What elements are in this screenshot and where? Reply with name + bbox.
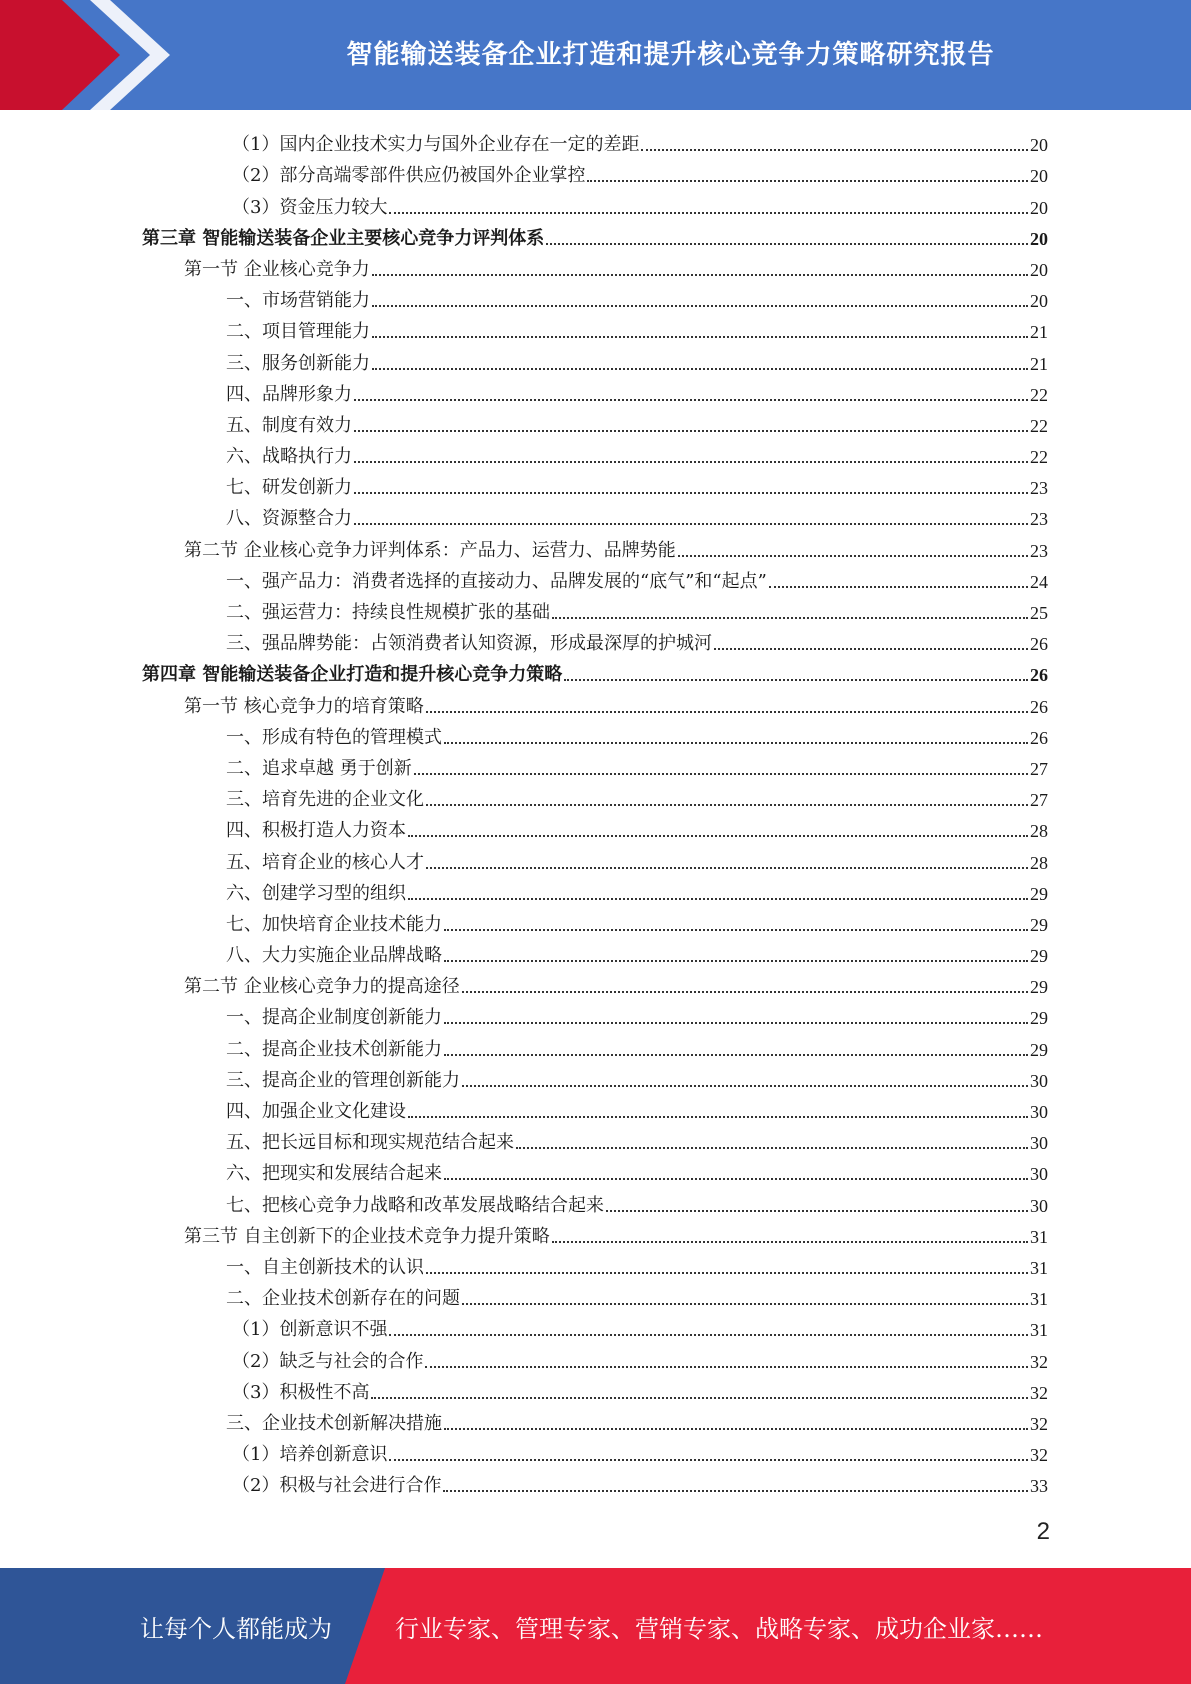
toc-dot-leader bbox=[587, 180, 1028, 182]
toc-entry-page: 26 bbox=[1030, 696, 1048, 717]
toc-entry-label: 一、自主创新技术的认识 bbox=[226, 1256, 424, 1278]
toc-entry[interactable] bbox=[142, 564, 1048, 595]
toc-entry-label: （3）积极性不高 bbox=[232, 1381, 370, 1403]
toc-entry-label: （1）创新意识不强 bbox=[232, 1319, 388, 1341]
toc-entry-page: 20 bbox=[1030, 259, 1048, 280]
toc-dot-leader bbox=[425, 1366, 1028, 1368]
toc-entry-page: 28 bbox=[1030, 852, 1048, 873]
toc-entry-label: 第一节 企业核心竞争力 bbox=[184, 258, 370, 280]
toc-dot-leader bbox=[714, 648, 1028, 650]
toc-entry[interactable] bbox=[142, 907, 1048, 938]
toc-entry-label: 一、强产品力：消费者选择的直接动力、品牌发展的“底气”和“起点” bbox=[226, 570, 767, 592]
toc-entry-label: 第二节 企业核心竞争力的提高途径 bbox=[184, 976, 460, 998]
toc-entry[interactable] bbox=[142, 1000, 1048, 1031]
toc-entry-label: 四、加强企业文化建设 bbox=[226, 1101, 406, 1122]
toc-entry-page: 28 bbox=[1030, 821, 1048, 842]
toc-entry-page: 33 bbox=[1030, 1476, 1048, 1497]
toc-entry-label: 二、提高企业技术创新能力 bbox=[226, 1038, 442, 1060]
toc-dot-leader bbox=[389, 1334, 1028, 1336]
toc-entry-label: 五、把长远目标和现实规范结合起来 bbox=[226, 1132, 514, 1154]
table-of-contents bbox=[142, 127, 1048, 1499]
toc-dot-leader bbox=[552, 617, 1028, 619]
toc-entry-page: 29 bbox=[1030, 946, 1048, 967]
toc-entry[interactable] bbox=[142, 1125, 1048, 1156]
toc-dot-leader bbox=[444, 1054, 1028, 1056]
toc-dot-leader bbox=[546, 243, 1028, 245]
toc-entry-page: 32 bbox=[1030, 1382, 1048, 1403]
toc-entry-page: 30 bbox=[1030, 1133, 1048, 1154]
toc-entry-page: 20 bbox=[1030, 291, 1048, 312]
toc-dot-leader bbox=[372, 305, 1028, 307]
toc-entry-page: 29 bbox=[1030, 977, 1048, 998]
toc-entry-page: 29 bbox=[1030, 914, 1048, 935]
toc-entry-label: （3）资金压力较大 bbox=[232, 196, 388, 218]
toc-entry-label: 二、强运营力：持续良性规模扩张的基础 bbox=[226, 602, 550, 623]
toc-entry-label: 八、资源整合力 bbox=[226, 508, 352, 530]
toc-entry-label: 四、积极打造人力资本 bbox=[226, 820, 406, 842]
toc-entry[interactable] bbox=[142, 1468, 1048, 1499]
toc-entry-page: 26 bbox=[1030, 665, 1048, 686]
toc-entry-page: 27 bbox=[1030, 790, 1048, 811]
toc-entry-label: 七、把核心竞争力战略和改革发展战略结合起来 bbox=[226, 1194, 604, 1216]
toc-dot-leader bbox=[408, 898, 1028, 900]
footer-slogan-right: 行业专家、管理专家、营销专家、战略专家、成功企业家…… bbox=[395, 1614, 1043, 1643]
toc-entry[interactable] bbox=[142, 501, 1048, 532]
toc-section-entry[interactable] bbox=[142, 532, 1048, 563]
toc-entry-page: 30 bbox=[1030, 1164, 1048, 1185]
toc-entry-page: 20 bbox=[1030, 197, 1048, 218]
toc-entry-page: 21 bbox=[1030, 353, 1048, 374]
toc-dot-leader bbox=[444, 960, 1028, 962]
toc-entry-label: 三、培育先进的企业文化 bbox=[226, 789, 424, 811]
toc-entry-label: 八、大力实施企业品牌战略 bbox=[226, 945, 442, 967]
toc-entry-page: 31 bbox=[1030, 1257, 1048, 1278]
toc-entry[interactable] bbox=[142, 189, 1048, 220]
toc-entry-page: 24 bbox=[1030, 571, 1048, 592]
toc-entry-page: 31 bbox=[1030, 1289, 1048, 1310]
toc-entry-label: （2）积极与社会进行合作 bbox=[232, 1475, 442, 1497]
toc-dot-leader bbox=[426, 804, 1028, 806]
toc-dot-leader bbox=[564, 679, 1028, 681]
toc-entry-page: 20 bbox=[1030, 228, 1048, 249]
toc-dot-leader bbox=[426, 867, 1028, 869]
toc-dot-leader bbox=[678, 555, 1028, 557]
toc-entry[interactable] bbox=[142, 1187, 1048, 1218]
footer-slogan-left: 让每个人都能成为 bbox=[140, 1614, 332, 1643]
toc-entry-page: 29 bbox=[1030, 883, 1048, 904]
toc-entry[interactable] bbox=[142, 345, 1048, 376]
toc-entry-page: 22 bbox=[1030, 384, 1048, 405]
toc-entry[interactable] bbox=[142, 1406, 1048, 1437]
toc-entry-label: 第一节 核心竞争力的培育策略 bbox=[184, 695, 424, 717]
toc-entry[interactable] bbox=[142, 626, 1048, 657]
toc-entry-label: 第三节 自主创新下的企业技术竞争力提升策略 bbox=[184, 1225, 550, 1247]
toc-entry[interactable] bbox=[142, 408, 1048, 439]
toc-entry[interactable] bbox=[142, 1437, 1048, 1468]
toc-dot-leader bbox=[372, 274, 1028, 276]
toc-entry-page: 31 bbox=[1030, 1320, 1048, 1341]
toc-entry-label: 六、战略执行力 bbox=[226, 446, 352, 468]
toc-entry-label: （1）培养创新意识 bbox=[232, 1444, 388, 1466]
toc-section-entry[interactable] bbox=[142, 252, 1048, 283]
toc-section-entry[interactable] bbox=[142, 969, 1048, 1000]
toc-entry[interactable] bbox=[142, 751, 1048, 782]
toc-entry-label: 一、提高企业制度创新能力 bbox=[226, 1007, 442, 1029]
toc-entry[interactable] bbox=[142, 439, 1048, 470]
toc-dot-leader bbox=[414, 773, 1028, 775]
toc-dot-leader bbox=[444, 1022, 1028, 1024]
toc-dot-leader bbox=[769, 586, 1028, 588]
toc-entry-label: 六、把现实和发展结合起来 bbox=[226, 1163, 442, 1185]
toc-dot-leader bbox=[444, 929, 1028, 931]
toc-dot-leader bbox=[372, 368, 1028, 370]
toc-entry-label: （2）缺乏与社会的合作 bbox=[232, 1350, 424, 1372]
toc-entry[interactable] bbox=[142, 1063, 1048, 1094]
toc-entry[interactable] bbox=[142, 158, 1048, 189]
page-number: 2 bbox=[1036, 1518, 1050, 1545]
toc-dot-leader bbox=[426, 711, 1028, 713]
toc-dot-leader bbox=[641, 149, 1028, 151]
toc-dot-leader bbox=[354, 399, 1028, 401]
toc-entry-page: 31 bbox=[1030, 1226, 1048, 1247]
toc-dot-leader bbox=[408, 1116, 1028, 1118]
toc-dot-leader bbox=[462, 1085, 1028, 1087]
toc-dot-leader bbox=[516, 1147, 1028, 1149]
document-title: 智能输送装备企业打造和提升核心竞争力策略研究报告 bbox=[346, 39, 995, 70]
toc-entry-page: 20 bbox=[1030, 135, 1048, 156]
toc-entry[interactable] bbox=[142, 844, 1048, 875]
toc-entry-page: 23 bbox=[1030, 509, 1048, 530]
header-bar bbox=[0, 0, 1191, 110]
toc-entry[interactable] bbox=[142, 1281, 1048, 1312]
toc-entry-label: （2）部分高端零部件供应仍被国外企业掌控 bbox=[232, 165, 586, 187]
toc-entry[interactable] bbox=[142, 127, 1048, 158]
toc-entry-page: 29 bbox=[1030, 1008, 1048, 1029]
toc-dot-leader bbox=[444, 742, 1028, 744]
toc-section-entry[interactable] bbox=[142, 1219, 1048, 1250]
toc-dot-leader bbox=[606, 1210, 1028, 1212]
toc-dot-leader bbox=[462, 991, 1028, 993]
toc-entry-page: 30 bbox=[1030, 1070, 1048, 1091]
toc-dot-leader bbox=[444, 1428, 1028, 1430]
toc-entry-page: 32 bbox=[1030, 1351, 1048, 1372]
toc-entry[interactable] bbox=[142, 813, 1048, 844]
toc-dot-leader bbox=[371, 1397, 1028, 1399]
toc-dot-leader bbox=[426, 1272, 1028, 1274]
toc-entry-page: 29 bbox=[1030, 1039, 1048, 1060]
toc-entry[interactable] bbox=[142, 1156, 1048, 1187]
toc-entry-page: 25 bbox=[1030, 603, 1048, 623]
toc-dot-leader bbox=[354, 492, 1028, 494]
toc-entry-page: 26 bbox=[1030, 634, 1048, 655]
toc-entry-label: 四、品牌形象力 bbox=[226, 383, 352, 405]
toc-entry[interactable] bbox=[142, 782, 1048, 813]
toc-entry-page: 22 bbox=[1030, 447, 1048, 468]
toc-entry-page: 32 bbox=[1030, 1445, 1048, 1466]
toc-entry-label: 第三章 智能输送装备企业主要核心竞争力评判体系 bbox=[142, 227, 545, 249]
toc-entry[interactable] bbox=[142, 283, 1048, 314]
toc-entry-label: 三、企业技术创新解决措施 bbox=[226, 1412, 442, 1434]
toc-entry-label: 三、提高企业的管理创新能力 bbox=[226, 1069, 460, 1091]
toc-entry-label: 五、制度有效力 bbox=[226, 414, 352, 436]
toc-entry[interactable] bbox=[142, 1375, 1048, 1406]
footer-bar bbox=[0, 1568, 1191, 1684]
toc-entry-page: 21 bbox=[1030, 322, 1048, 343]
toc-entry-page: 27 bbox=[1030, 758, 1048, 779]
toc-entry-label: 七、研发创新力 bbox=[226, 477, 352, 499]
toc-dot-leader bbox=[389, 1459, 1028, 1461]
toc-entry-label: 六、创建学习型的组织 bbox=[226, 882, 406, 904]
toc-entry[interactable] bbox=[142, 938, 1048, 969]
toc-entry-page: 30 bbox=[1030, 1102, 1048, 1122]
toc-entry-label: （1）国内企业技术实力与国外企业存在一定的差距 bbox=[232, 134, 640, 156]
toc-entry-label: 五、培育企业的核心人才 bbox=[226, 851, 424, 873]
toc-section-entry[interactable] bbox=[142, 688, 1048, 719]
toc-entry[interactable] bbox=[142, 876, 1048, 907]
toc-entry-page: 22 bbox=[1030, 415, 1048, 436]
toc-chapter-entry[interactable] bbox=[142, 657, 1048, 688]
toc-entry-page: 20 bbox=[1030, 166, 1048, 187]
toc-entry-page: 30 bbox=[1030, 1195, 1048, 1216]
toc-entry-page: 23 bbox=[1030, 540, 1048, 561]
toc-entry-label: 第四章 智能输送装备企业打造和提升核心竞争力策略 bbox=[142, 664, 563, 686]
toc-dot-leader bbox=[462, 1303, 1028, 1305]
toc-dot-leader bbox=[552, 1241, 1028, 1243]
toc-dot-leader bbox=[372, 336, 1028, 338]
toc-chapter-entry[interactable] bbox=[142, 221, 1048, 252]
toc-entry[interactable] bbox=[142, 1250, 1048, 1281]
toc-entry[interactable] bbox=[142, 1312, 1048, 1343]
toc-dot-leader bbox=[354, 430, 1028, 432]
toc-entry[interactable] bbox=[142, 1343, 1048, 1374]
toc-entry-page: 26 bbox=[1030, 727, 1048, 748]
toc-dot-leader bbox=[389, 212, 1028, 214]
toc-entry-label: 一、形成有特色的管理模式 bbox=[226, 726, 442, 748]
toc-entry[interactable] bbox=[142, 377, 1048, 408]
toc-entry-page: 23 bbox=[1030, 478, 1048, 499]
toc-entry[interactable] bbox=[142, 470, 1048, 501]
toc-entry[interactable] bbox=[142, 1094, 1048, 1125]
toc-entry-label: 三、强品牌势能：占领消费者认知资源，形成最深厚的护城河 bbox=[226, 633, 712, 655]
toc-entry-label: 一、市场营销能力 bbox=[226, 290, 370, 312]
toc-dot-leader bbox=[444, 1178, 1028, 1180]
toc-entry-label: 七、加快培育企业技术能力 bbox=[226, 913, 442, 935]
toc-entry[interactable] bbox=[142, 314, 1048, 345]
toc-entry[interactable] bbox=[142, 1031, 1048, 1062]
toc-entry[interactable] bbox=[142, 595, 1048, 626]
toc-entry-label: 二、项目管理能力 bbox=[226, 321, 370, 343]
toc-entry-label: 第二节 企业核心竞争力评判体系：产品力、运营力、品牌势能 bbox=[184, 539, 676, 561]
toc-dot-leader bbox=[354, 461, 1028, 463]
toc-dot-leader bbox=[408, 835, 1028, 837]
toc-entry-label: 二、企业技术创新存在的问题 bbox=[226, 1288, 460, 1310]
toc-dot-leader bbox=[354, 523, 1028, 525]
toc-entry[interactable] bbox=[142, 720, 1048, 751]
toc-dot-leader bbox=[443, 1490, 1028, 1492]
toc-entry-page: 32 bbox=[1030, 1413, 1048, 1434]
toc-entry-label: 二、追求卓越 勇于创新 bbox=[226, 757, 412, 779]
toc-entry-label: 三、服务创新能力 bbox=[226, 352, 370, 374]
